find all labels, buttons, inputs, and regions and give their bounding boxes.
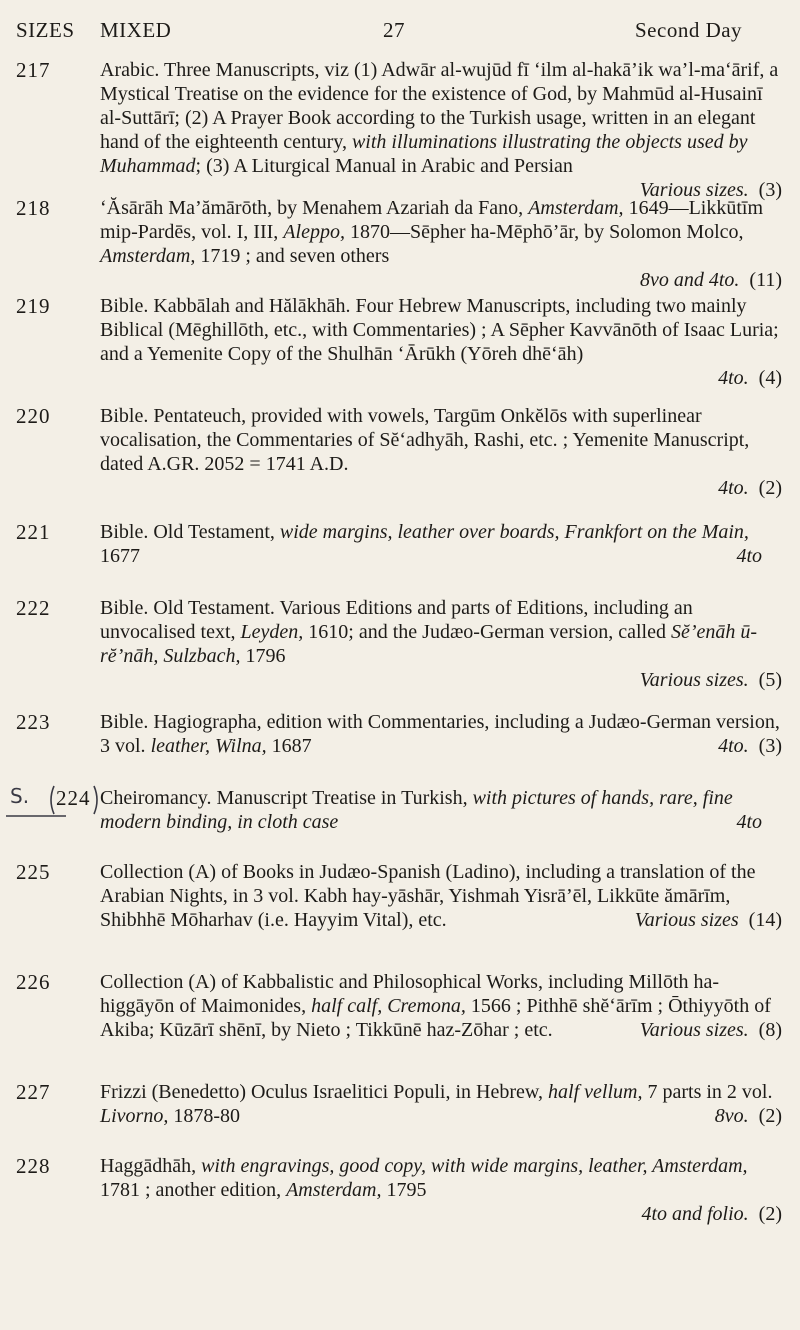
lot-description: Bible. Pentateuch, provided with vowels, Targūm Onkĕlōs with superlinear vocalisation, the Commentaries of Sĕ‘adhyāh, Rashi, etc. ; Yemenite Manuscript, dated A.GR. 2052 = 1741 A.D. 4to. (2)	[100, 405, 782, 499]
lot-size: 4to.	[718, 735, 749, 757]
lot-count: (2)	[758, 1105, 782, 1127]
lot-218	[0, 196, 800, 292]
lot-222	[0, 596, 800, 692]
lot-count: (2)	[758, 477, 782, 499]
lot-223	[0, 710, 800, 758]
lot-description: Bible. Hagiographa, edition with Commentaries, including a Judæo-German version, 3 vol. leather, Wilna, 1687 4to. (3)	[100, 711, 782, 757]
page-number: 27	[383, 18, 405, 42]
lot-count: (11)	[749, 269, 782, 291]
lot-size: 4to	[736, 811, 762, 833]
lot-count: (3)	[758, 179, 782, 201]
lot-number: 221	[16, 520, 51, 544]
lot-number: 218	[16, 196, 51, 220]
lot-220	[0, 404, 800, 500]
annotation-mark: S.	[10, 784, 30, 808]
lot-description: Haggādhāh, with engravings, good copy, with wide margins, leather, Amsterdam, 1781 ; another edition, Amsterdam, 1795 4to and folio. (2)	[100, 1155, 782, 1225]
lot-number: 226	[16, 970, 51, 994]
lot-description: Collection (A) of Kabbalistic and Philosophical Works, including Millōth ha-higgāyōn of Maimonides, half calf, Cremona, 1566 ; Pithhē shĕ‘ārīm ; Ōthiyyōth of Akiba; Kūzārī shēnī, by Nieto ; Tikkūnē haz-Zōhar ; etc. Various sizes. (8)	[100, 971, 782, 1041]
lot-description: Cheiromancy. Manuscript Treatise in Turkish, with pictures of hands, rare, fine modern binding, in cloth case 4to	[100, 787, 762, 833]
lot-number: 222	[16, 596, 51, 620]
page-header	[0, 18, 800, 48]
lot-number: 225	[16, 860, 51, 884]
lot-224	[0, 786, 800, 834]
lot-size: 8vo.	[714, 1105, 749, 1127]
lot-number: 219	[16, 294, 51, 318]
lot-count: (4)	[758, 367, 782, 389]
lot-228	[0, 1154, 800, 1226]
lot-description: Bible. Old Testament. Various Editions and parts of Editions, including an unvocalised text, Leyden, 1610; and the Judæo-German version, called Sĕ’enāh ū-rĕ’nāh, Sulzbach, 1796 Various sizes. (5)	[100, 597, 782, 691]
lot-226	[0, 970, 800, 1042]
lot-number: 224	[56, 786, 91, 810]
lot-description: Frizzi (Benedetto) Oculus Israelitici Populi, in Hebrew, half vellum, 7 parts in 2 vol. Livorno, 1878-80 8vo. (2)	[100, 1081, 782, 1127]
header-sizes: SIZES	[16, 18, 75, 42]
lot-221	[0, 520, 800, 568]
lot-number: 223	[16, 710, 51, 734]
lot-227	[0, 1080, 800, 1128]
lot-description: ‘Ăsārāh Ma’ămārōth, by Menahem Azariah da Fano, Amsterdam, 1649––Likkūtīm mip-Pardēs, vol. I, III, Aleppo, 1870—Sēpher ha-Mēphō’ār, by Solomon Molco, Amsterdam, 1719 ; and seven others 8vo and 4to. (11)	[100, 197, 782, 291]
lot-number: 217	[16, 58, 51, 82]
lot-count: (3)	[758, 735, 782, 757]
lot-size: 4to.	[718, 367, 749, 389]
lot-count: (14)	[748, 909, 782, 931]
lot-count: (8)	[758, 1019, 782, 1041]
lot-225	[0, 860, 800, 932]
lot-description: Collection (A) of Books in Judæo-Spanish (Ladino), including a translation of the Arabian Nights, in 3 vol. Kabh hay-yāshār, Yishmah Yisrā’ēl, Likkūte ămārīm, Shibhhē Mōharhav (i.e. Hayyim Vital), etc. Various sizes (14)	[100, 861, 782, 931]
lot-size: Various sizes.	[639, 179, 749, 201]
header-mixed: MIXED	[100, 18, 172, 42]
header-sale-day: Second Day	[635, 18, 743, 42]
lot-217	[0, 58, 800, 202]
lot-size: Various sizes.	[639, 1019, 749, 1041]
lot-count: (2)	[758, 1203, 782, 1225]
lot-219	[0, 294, 800, 390]
lot-size: 4to	[736, 545, 762, 567]
lot-size: Various sizes.	[639, 669, 749, 691]
lot-description: Bible. Kabbālah and Hălākhāh. Four Hebrew Manuscripts, including two mainly Biblical (Mēghillōth, etc., with Commentaries) ; A Sēpher Kavvānōth of Isaac Luria; and a Yemenite Copy of the Shulhān ‘Ārūkh (Yōreh dhē‘āh) 4to. (4)	[100, 295, 782, 389]
lot-number: 228	[16, 1154, 51, 1178]
lot-number: 227	[16, 1080, 51, 1104]
lot-description: Arabic. Three Manuscripts, viz (1) Adwār al-wujūd fī ‘ilm al-hakā’ik wa’l-ma‘ārif, a Mystical Treatise on the evidence for the existence of God, by Mahmūd al-Husainī al-Suttārī; (2) A Prayer Book according to the Turkish usage, written in an elegant hand of the eighteenth century, with illuminations illustrating the objects used by Muhammad; (3) A Liturgical Manual in Arabic and Persian Various sizes. (3)	[100, 59, 782, 201]
lot-size: 4to and folio.	[641, 1203, 749, 1225]
lot-size: 4to.	[718, 477, 749, 499]
lot-description: Bible. Old Testament, wide margins, leather over boards, Frankfort on the Main, 1677 4to	[100, 521, 762, 567]
lot-number: 220	[16, 404, 51, 428]
lot-count: (5)	[758, 669, 782, 691]
lot-size: Various sizes	[634, 909, 739, 931]
lot-size: 8vo and 4to.	[639, 269, 740, 291]
